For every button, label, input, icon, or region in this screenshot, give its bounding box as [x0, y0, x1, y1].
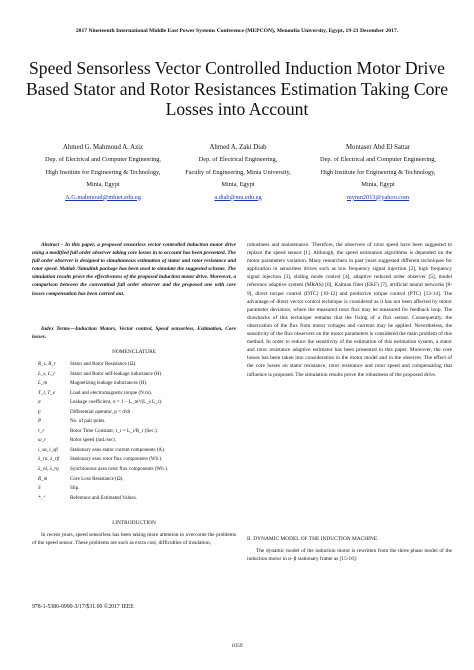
author-block-3 — [302, 142, 454, 204]
nomenclature-row — [38, 380, 236, 390]
author-email-link[interactable]: mymn2013@yahoo.com — [346, 193, 410, 201]
author-dept: Dep. of Electrical and Computer Engineering, — [320, 156, 436, 164]
nomenclature-description: Core Loss Resistance (Ω). — [70, 475, 124, 482]
abstract-text: Abstract - In this paper, a proposed sensorless vector controlled induction motor drive using a modified full order observer taking core losses in to account has been presented. The full order observer is designed to simultaneous estimation of stator and rotor resistance and rotor speed. Matlab /Simulink package has been used to simulate the suggested scheme. The simulation results prove the effectiveness of the proposed induction motor drive. Moreover, a comparison between the conventinal full order observer and the proposed one with core losses compensation has been carried out. — [32, 242, 236, 297]
nomenclature-row — [38, 485, 236, 495]
nomenclature-symbol: L_m — [38, 380, 48, 387]
nomenclature-row — [38, 390, 236, 400]
nomenclature-row — [38, 418, 236, 428]
nomenclature-symbol: *, ^ — [38, 494, 46, 501]
author-city: Minia, Egypt — [86, 181, 120, 189]
nomenclature-row — [38, 456, 236, 466]
paper-title: Speed Sensorless Vector Controlled Induction Motor Drive Based Stator and Rotor Resistances Estimation Taking Core Losses into Account — [25, 58, 449, 119]
author-institute: Faculty of Engineering, Minia University, — [185, 168, 291, 176]
intro-continued-text: robustness and maintenance. Therefore, the observers of rotor speed have been suggested to replace the speed sensor [1]. Although, the speed estimation algorithms is depended on the motor parameters variation. Many researchers in past years suggested different techniques for application in sensorless drives such as low frequency signal injection [2], high frequency signal injection [3], sliding mode control [4], adaptive reduced order observer [5], model reference adaptive system (MRAS) [6], Kalman filter (EKF) [7], artificial neural networks [8-9], direct torque control (DTC) [10-12] and predictive torque control (PTC) [13-14]. The advantage of direct vector control technique is considered as it has not been affected by motor parameter deviation, where the measured rotor flux may be measured for feedback loop. The drawbacks of this technique remains that the fixing of a flux sensor. Consequently, the observation of the flux from motor voltages and currents may be applied. Nevertheless, the sensitivity of the flux observers on the motor parameters is considered the main problem of this method. In order to reduce the sensitivity of the estimation of this estimation system, a stator and rotor resistance adaptive estimator has been presented in this paper. Moreover, the core losses has been taken into consideration in the motor model and in the observer. The effect of the core losses on stator resistance, rotor resistance and rotor speed and compensating that influence is proposed. The simulation results prove the robustness of the proposed drive. — [247, 242, 452, 378]
introduction-text: In recent years, speed sensorless has been taking more attention to overcome the problems of the speed sensor. These problems are such as extra cost, difficulties of insulation, — [32, 532, 236, 547]
index-terms-text: Index Terms—Induction Motors, Vector control, Speed sensorless, Estimation, Core losses. — [32, 326, 236, 341]
author-dept: Dep. of Electrical Engineering, — [198, 156, 278, 164]
nomenclature-symbol: i_sα, i_sβ — [38, 446, 58, 453]
nomenclature-description: Reference and Estimated Values. — [70, 494, 137, 501]
author-institute: High Institute for Engineering & Technology, — [45, 168, 161, 176]
nomenclature-symbol: R_m — [38, 475, 48, 482]
author-email-link[interactable]: a.diab@mu.edu.eg — [214, 193, 262, 201]
nomenclature-description: Rotor Time Constant, τ_r = L_r/R_r (Sec.). — [70, 427, 158, 434]
nomenclature-row — [38, 361, 236, 371]
nomenclature-description: Rotor speed (rad./sec). — [70, 437, 117, 444]
nomenclature-symbol: L_s, L_r — [38, 370, 56, 377]
nomenclature-row — [38, 495, 236, 505]
nomenclature-symbol: R_s, R_r — [38, 361, 56, 367]
index-terms — [32, 325, 236, 341]
author-name: Montaser Abd El Sattar — [346, 144, 410, 151]
author-city: Minia, Egypt — [221, 181, 255, 189]
nomenclature-row — [38, 409, 236, 419]
nomenclature-list — [38, 361, 236, 504]
nomenclature-description: Synchronous axes rotor flux components (Wb.). — [70, 466, 169, 473]
author-name: Ahmed A. Zaki Diab — [209, 144, 267, 151]
nomenclature-symbol: S — [38, 485, 41, 492]
right-column-body — [247, 241, 452, 379]
introduction-body — [32, 531, 236, 547]
nomenclature-description: Leakage coefficient, σ = 1 − L_m²/(L_s L_r). — [70, 399, 163, 406]
nomenclature-row — [38, 476, 236, 486]
nomenclature-description: Slip. — [70, 485, 80, 492]
nomenclature-row — [38, 371, 236, 381]
abstract — [32, 241, 236, 298]
author-institute: High Institute for Engineering & Technology, — [320, 168, 436, 176]
nomenclature-row — [38, 466, 236, 476]
author-name: Ahmed G. Mahmoud A. Aziz — [62, 144, 144, 151]
nomenclature-symbol: p — [38, 408, 41, 415]
dynamic-model-body — [247, 547, 452, 563]
dynamic-model-text: The dynamic model of the induction motor is rewritten from the three phase model of the induction motor in α–β stationary frame as [15-16]: — [247, 548, 452, 563]
nomenclature-description: Differential operator, p = d/dt — [70, 408, 131, 415]
nomenclature-description: No. of pair poles. — [70, 418, 106, 425]
copyright-footer: 978-1-5386-0990-3/17/$31.00 ©2017 IEEE — [32, 604, 134, 610]
conference-header: 2017 Nineteenth International Middle East Power Systems Conference (MEPCON), Menoufia University, Egypt, 19-21 December 2017. — [75, 28, 399, 34]
nomenclature-symbol: T_l, T_e — [38, 389, 55, 396]
nomenclature-symbol: τ_r — [38, 427, 45, 434]
author-block-2 — [168, 142, 308, 204]
nomenclature-row — [38, 428, 236, 438]
nomenclature-symbol: λ_rd, λ_rq — [38, 466, 59, 473]
nomenclature-description: Stationary axes rotor flux components (Wb.). — [70, 456, 163, 463]
nomenclature-description: Stationary axes stator current components (A). — [70, 446, 166, 453]
author-city: Minia, Egypt — [361, 181, 395, 189]
author-dept: Dep. of Electrical and Computer Engineering, — [45, 156, 161, 164]
nomenclature-description: Load and electromagnetic torque (N.m). — [70, 389, 153, 396]
author-block-1 — [28, 142, 178, 204]
nomenclature-symbol: σ — [38, 399, 41, 406]
nomenclature-symbol: P — [38, 418, 42, 425]
nomenclature-row — [38, 399, 236, 409]
nomenclature-description: Stator and Rotor self-leakage inductance (H). — [70, 370, 163, 377]
nomenclature-description: Magnetizing leakage inductances (H). — [70, 380, 148, 387]
nomenclature-heading: NOMENCLATURE — [111, 349, 157, 355]
nomenclature-row — [38, 437, 236, 447]
nomenclature-symbol: λ_rα, λ_rβ — [38, 456, 60, 463]
section-heading-introduction: I.INTRODUCTION — [112, 520, 156, 526]
page-number: 1059 — [231, 643, 243, 649]
section-heading-dynamic-model: II. DYNAMIC MODEL OF THE INDUCTION MACHINE — [247, 536, 378, 542]
nomenclature-description: Stator and Rotor Resistance (Ω). — [70, 361, 137, 367]
nomenclature-symbol: ω_r — [38, 437, 47, 444]
author-email-link[interactable]: A.G.mahmoud@mhiet.edu.eg — [65, 193, 141, 201]
